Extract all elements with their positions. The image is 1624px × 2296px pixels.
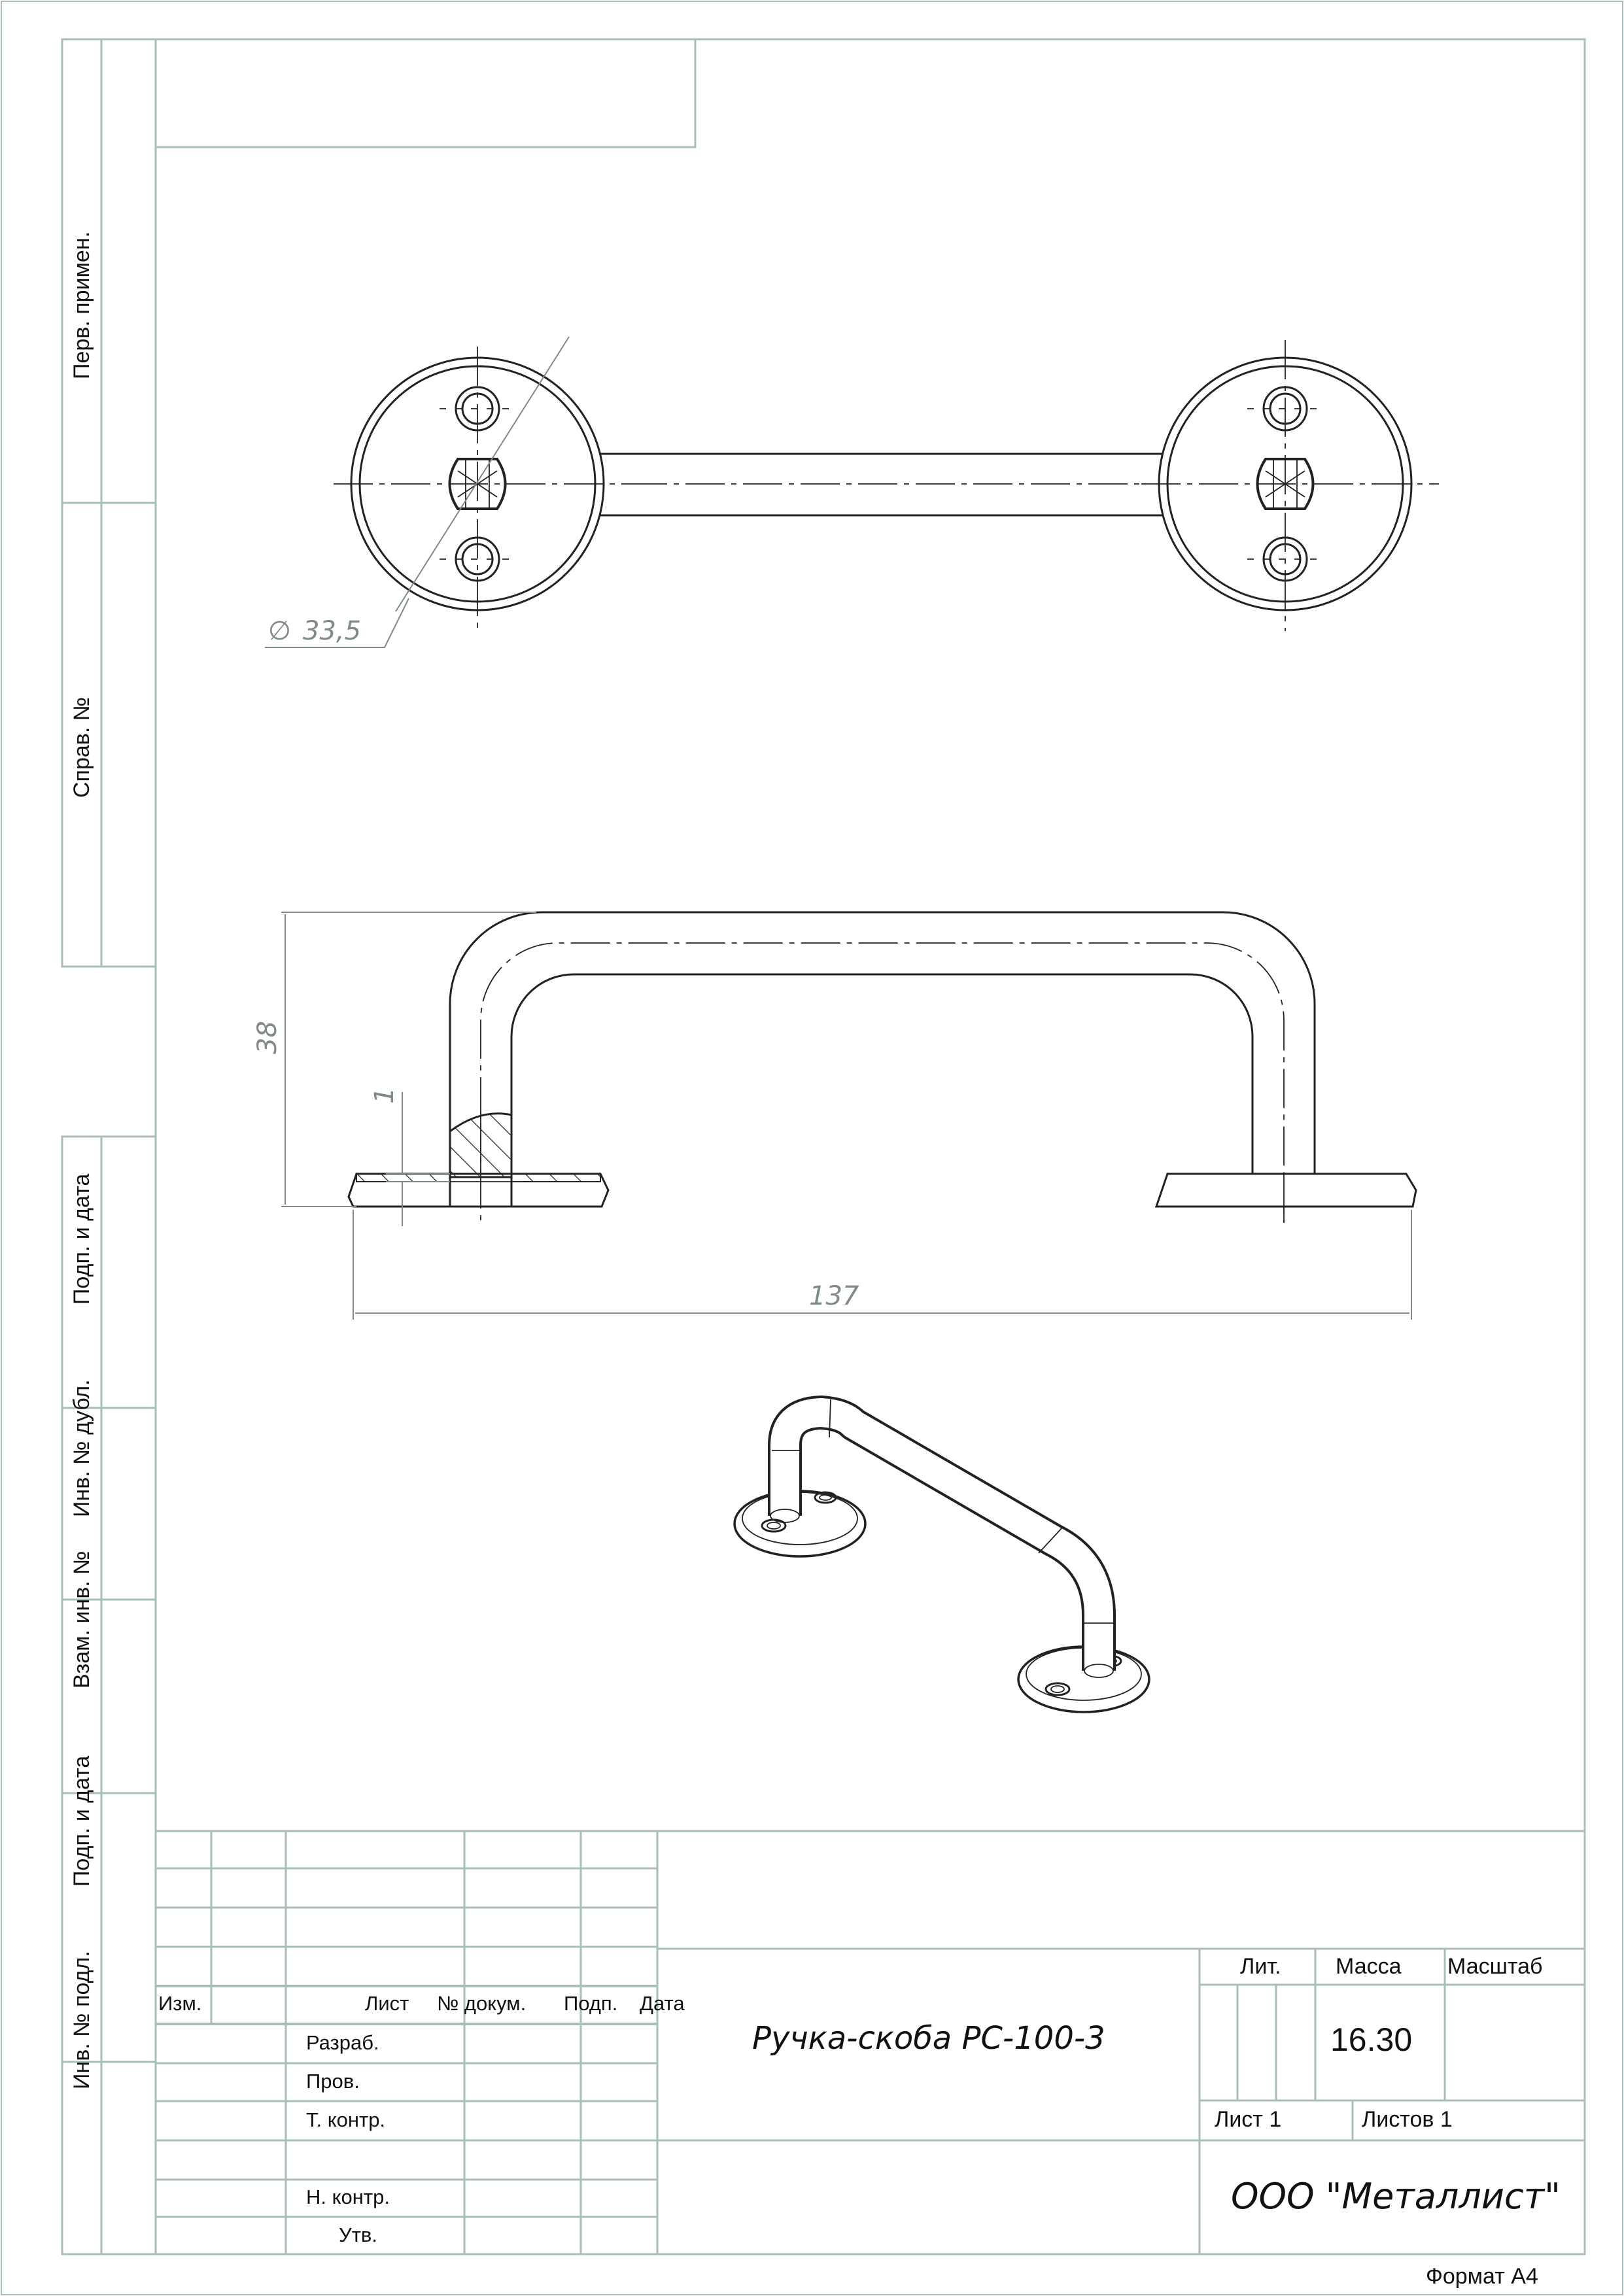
header-no-dokum: № докум. [437,1992,527,2015]
front-view [281,912,1416,1320]
role-utv: Утв. [339,2223,377,2246]
sheet-frame [1,1,1623,2295]
side-label-podp-data-2: Подп. и дата [69,1755,94,1887]
header-data: Дата [640,1992,685,2015]
header-izm: Изм. [158,1992,202,2015]
lit-label: Лит. [1240,1954,1281,1979]
top-view-left-plate [334,347,628,631]
dim-diameter: 33,5 [303,616,362,646]
side-label-sprav-no: Справ. № [69,696,94,798]
header-podp: Подп. [564,1992,618,2015]
header-list: Лист [365,1992,409,2015]
side-label-inv-podl: Инв. № подл. [69,1951,94,2089]
sheet-number: Лист 1 [1215,2107,1282,2132]
designation: Ручка-скоба РС-100-3 [752,2020,1105,2057]
massa-label: Масса [1336,1954,1402,1979]
side-label-podp-data-1: Подп. и дата [69,1173,94,1305]
role-razrab: Разраб. [306,2031,379,2054]
side-label-vzam-inv: Взам. инв. № [69,1551,94,1688]
dim-length: 137 [809,1281,859,1311]
role-n-kontr: Н. контр. [306,2185,390,2208]
isometric-view [734,1399,1149,1712]
company-name: ООО "Металлист" [1231,2176,1561,2217]
role-prov: Пров. [306,2070,360,2093]
dim-thickness: 1 [370,1087,400,1104]
side-label-inv-dubl: Инв. № дубл. [69,1379,94,1517]
side-label-perv-primen: Перв. примен. [69,231,94,379]
top-view [265,337,1439,647]
masshtab-label: Масштаб [1447,1954,1543,1979]
dim-diameter-symbol: ∅ [268,616,291,646]
dim-height: 38 [252,1021,283,1054]
sheets-total: Листов 1 [1362,2107,1453,2132]
format-label: Формат А4 [1426,2264,1538,2289]
massa-value: 16.30 [1330,2021,1413,2058]
role-t-kontr: Т. контр. [306,2108,386,2131]
top-view-right-plate [1141,340,1439,631]
